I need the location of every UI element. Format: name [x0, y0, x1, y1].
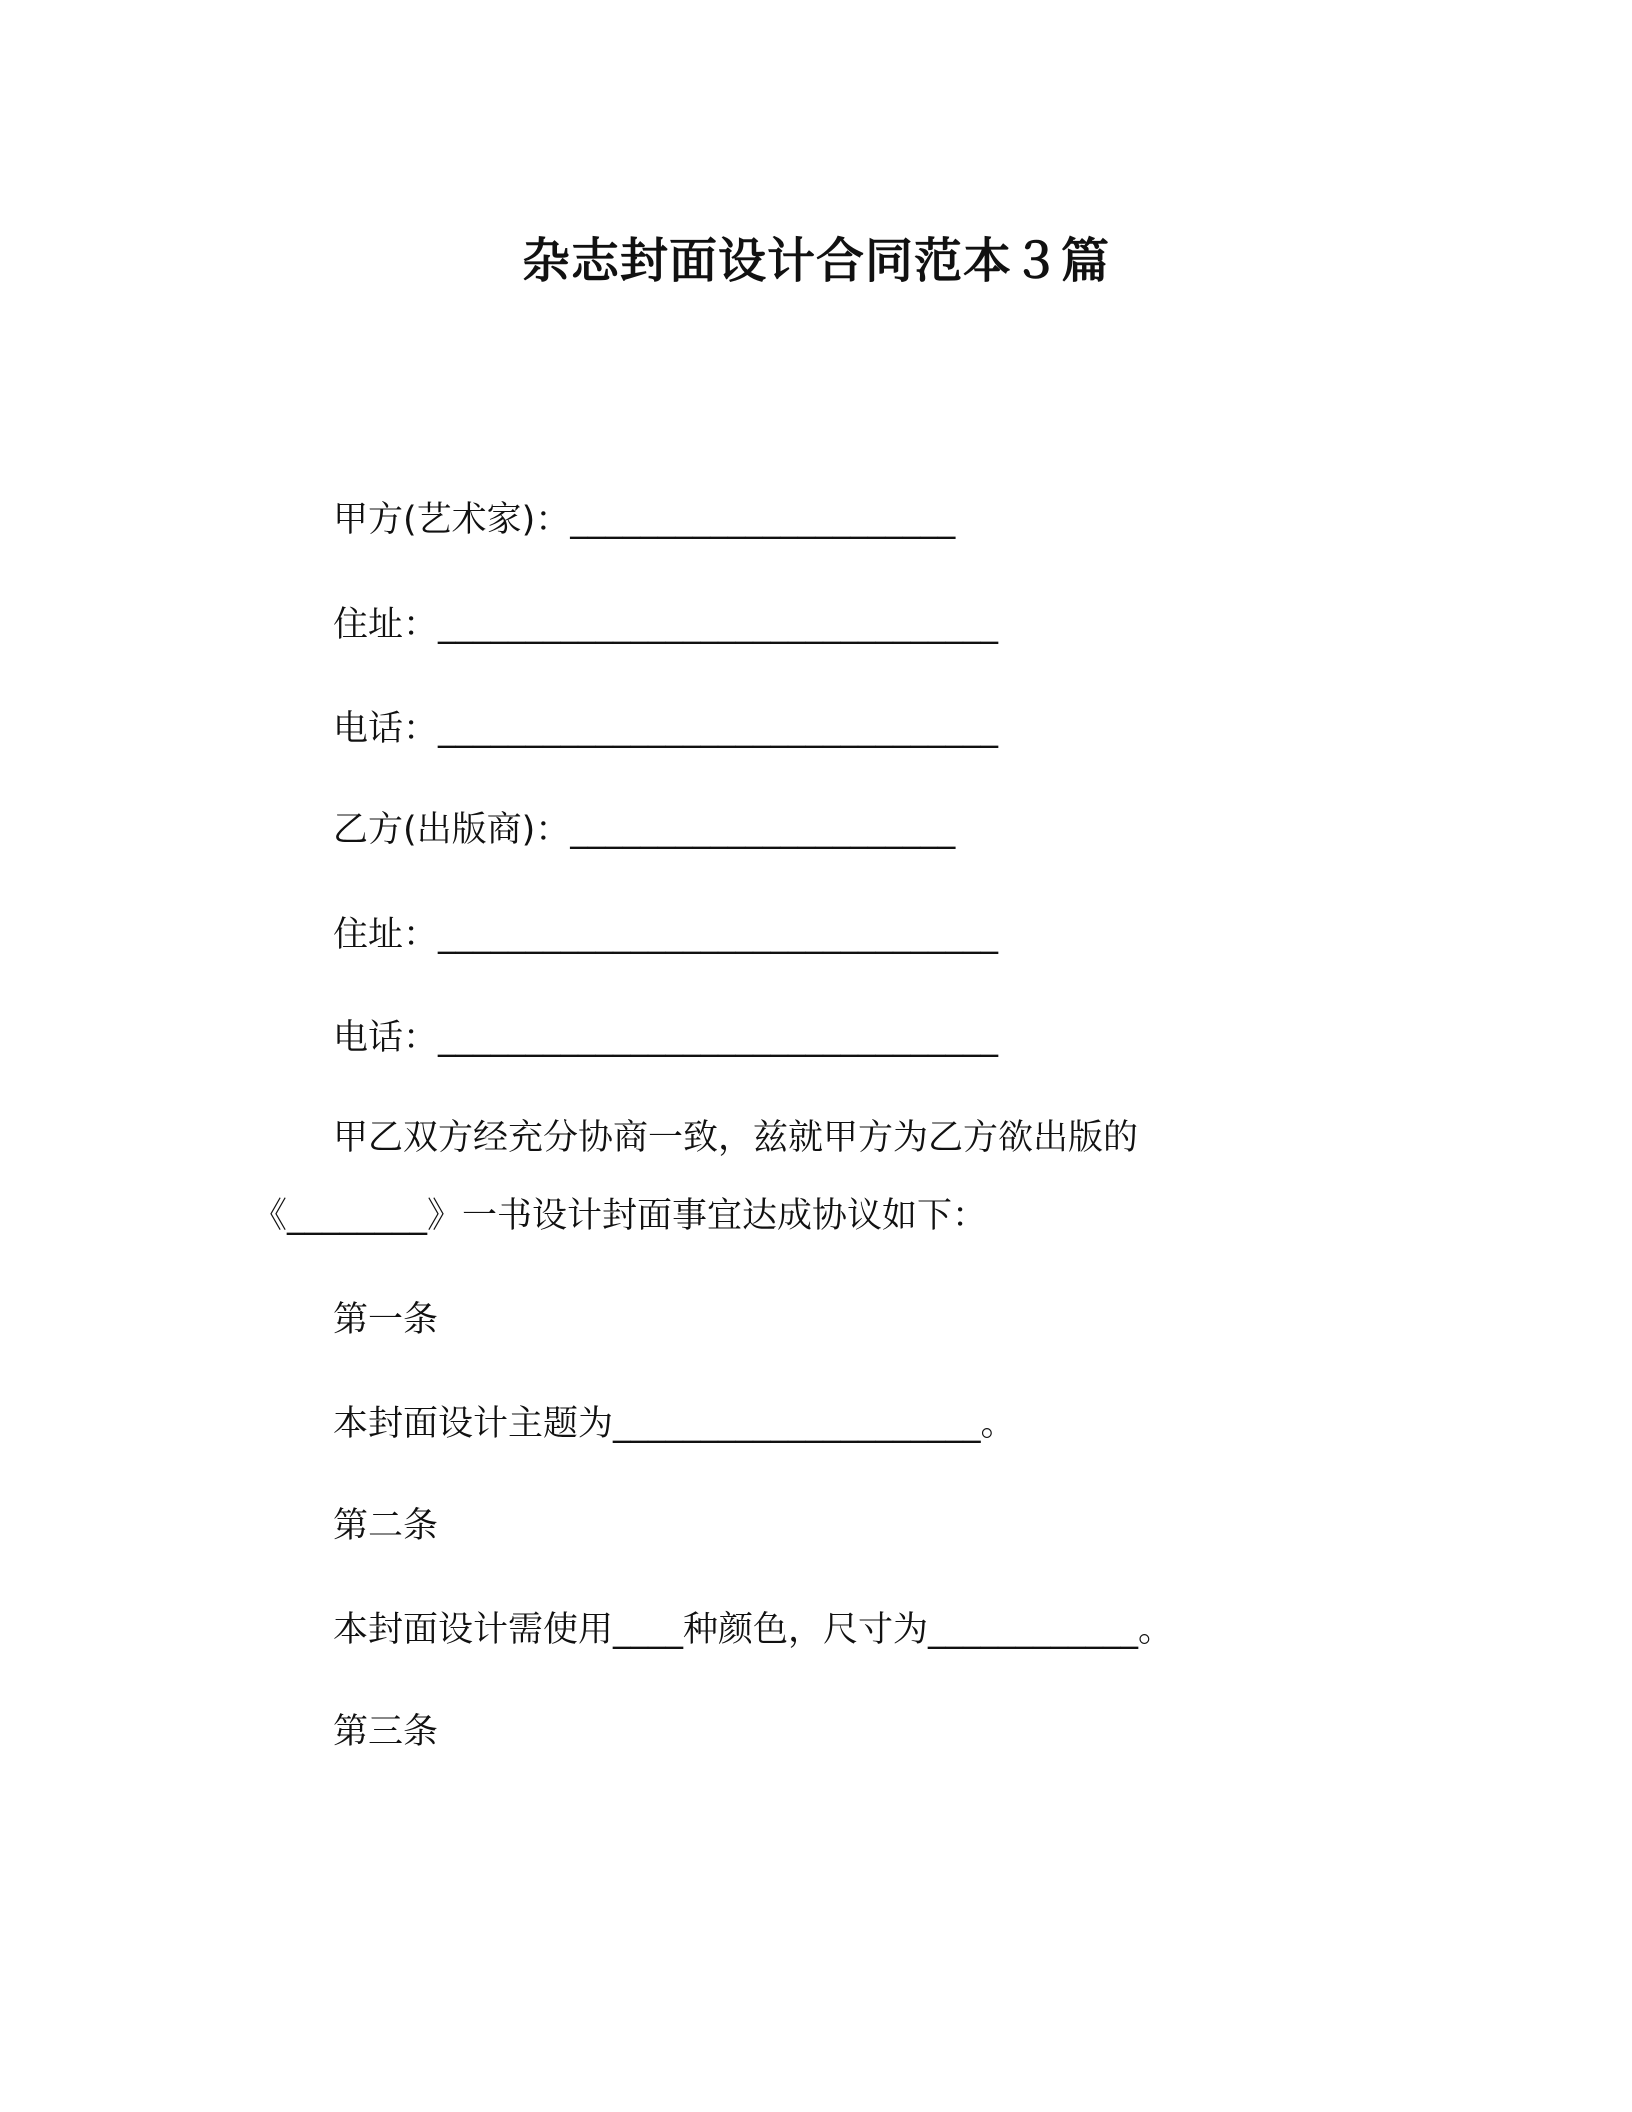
party-b-name-line: 乙方(出版商)：______________________: [333, 810, 956, 850]
preamble-line-1: 甲乙双方经充分协商一致，兹就甲方为乙方欲出版的: [333, 1118, 1139, 1158]
article-2-heading: 第二条: [333, 1506, 439, 1546]
article-1-heading: 第一条: [333, 1300, 439, 1340]
document-title: 杂志封面设计合同范本３篇: [521, 233, 1110, 289]
article-3-heading: 第三条: [333, 1712, 439, 1752]
preamble-line-2: 《________》一书设计封面事宜达成协议如下：: [252, 1196, 988, 1236]
party-b-phone-line: 电话：________________________________: [333, 1018, 999, 1058]
article-1-text: 本封面设计主题为_____________________。: [333, 1404, 1016, 1444]
party-a-phone-line: 电话：________________________________: [333, 709, 999, 749]
party-a-name-line: 甲方(艺术家)：______________________: [333, 500, 956, 540]
article-2-text: 本封面设计需使用____种颜色，尺寸为____________。: [333, 1610, 1174, 1650]
party-a-address-line: 住址：________________________________: [333, 605, 999, 645]
party-b-address-line: 住址：________________________________: [333, 915, 999, 955]
